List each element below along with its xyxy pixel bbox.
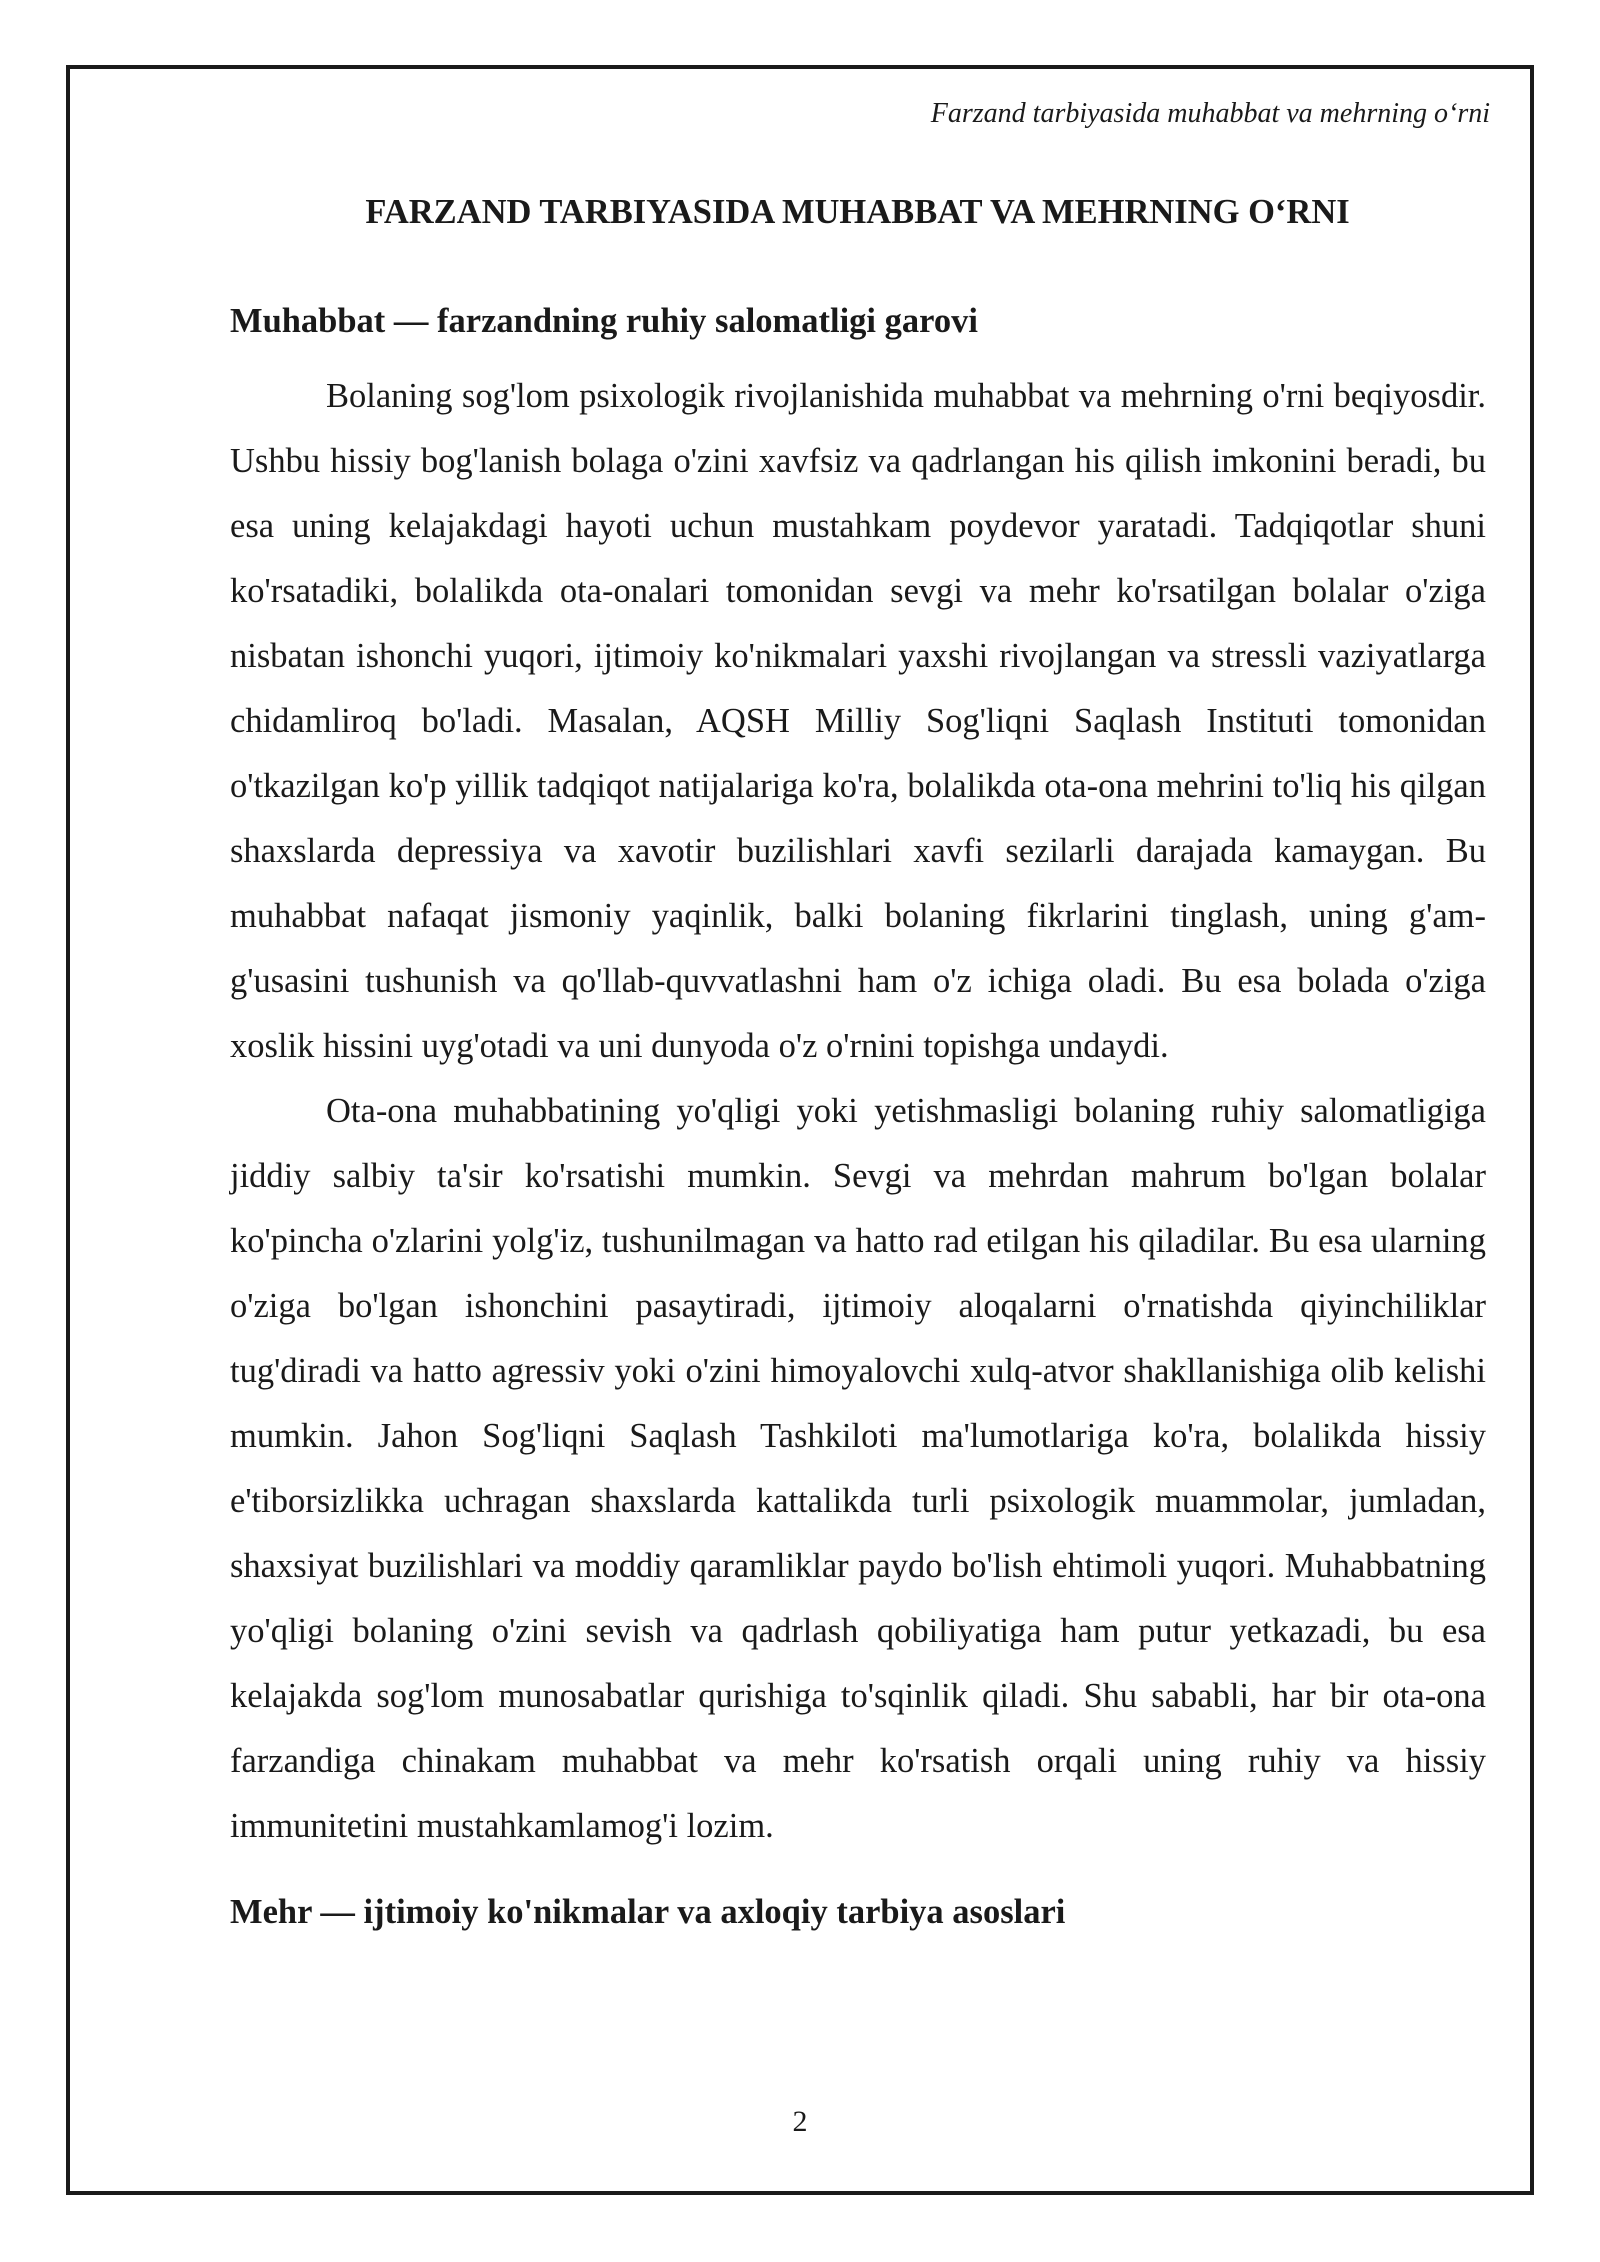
- document-title: FARZAND TARBIYASIDA MUHABBAT VA MEHRNING O‘RNI: [365, 193, 1350, 231]
- running-header: Farzand tarbiyasida muhabbat va mehrning o‘rni: [930, 98, 1490, 129]
- body-paragraph: Ota-ona muhabbatining yo'qligi yoki yetishmasligi bolaning ruhiy salomatligiga jiddiy salbiy ta'sir ko'rsatishi mumkin. Sevgi va mehrdan mahrum bo'lgan bolalar ko'pincha o'zlarini yolg'iz, tushunilmagan va hatto rad etilgan his qiladilar. Bu esa ularning o'ziga bo'lgan ishonchini pasaytiradi, ijtimoiy aloqalarni o'rnatishda qiyinchiliklar tug'diradi va hatto agressiv yoki o'zini himoyalovchi xulq-atvor shakllanishiga olib kelishi mumkin. Jahon Sog'liqni Saqlash Tashkiloti ma'lumotlariga ko'ra, bolalikda hissiy e'tiborsizlikka uchragan shaxslarda kattalikda turli psixologik muammolar, jumladan, shaxsiyat buzilishlari va moddiy qaramliklar paydo bo'lish ehtimoli yuqori. Muhabbatning yo'qligi bolaning o'zini sevish va qadrlash qobiliyatiga ham putur yetkazadi, bu esa kelajakda sog'lom munosabatlar qurishiga to'sqinlik qiladi. Shu sababli, har bir ota-ona farzandiga chinakam muhabbat va mehr ko'rsatish orqali uning ruhiy va hissiy immunitetini mustahkamlamog'i lozim.: [230, 1092, 1486, 1845]
- page-number: 2: [792, 2105, 808, 2138]
- document-body: [230, 296, 1486, 1937]
- section-heading-love: Muhabbat — farzandning ruhiy salomatligi garovi: [230, 302, 978, 340]
- body-paragraph: Bolaning sog'lom psixologik rivojlanishida muhabbat va mehrning o'rni beqiyosdir. Ushbu hissiy bog'lanish bolaga o'zini xavfsiz va qadrlangan his qilish imkonini beradi, bu esa uning kelajakdagi hayoti uchun mustahkam poydevor yaratadi. Tadqiqotlar shuni ko'rsatadiki, bolalikda ota-onalari tomonidan sevgi va mehr ko'rsatilgan bolalar o'ziga nisbatan ishonchi yuqori, ijtimoiy ko'nikmalari yaxshi rivojlangan va stressli vaziyatlarga chidamliroq bo'ladi. Masalan, AQSH Milliy Sog'liqni Saqlash Instituti tomonidan o'tkazilgan ko'p yillik tadqiqot natijalariga ko'ra, bolalikda ota-ona mehrini to'liq his qilgan shaxslarda depressiya va xavotir buzilishlari xavfi sezilarli darajada kamaygan. Bu muhabbat nafaqat jismoniy yaqinlik, balki bolaning fikrlarini tinglash, uning g'am-g'usasini tushunish va qo'llab-quvvatlashni ham o'z ichiga oladi. Bu esa bolada o'ziga xoslik hissini uyg'otadi va uni dunyoda o'z o'rnini topishga undaydi.: [230, 377, 1486, 1065]
- section-heading-kindness: Mehr — ijtimoiy ko'nikmalar va axloqiy tarbiya asoslari: [230, 1893, 1066, 1931]
